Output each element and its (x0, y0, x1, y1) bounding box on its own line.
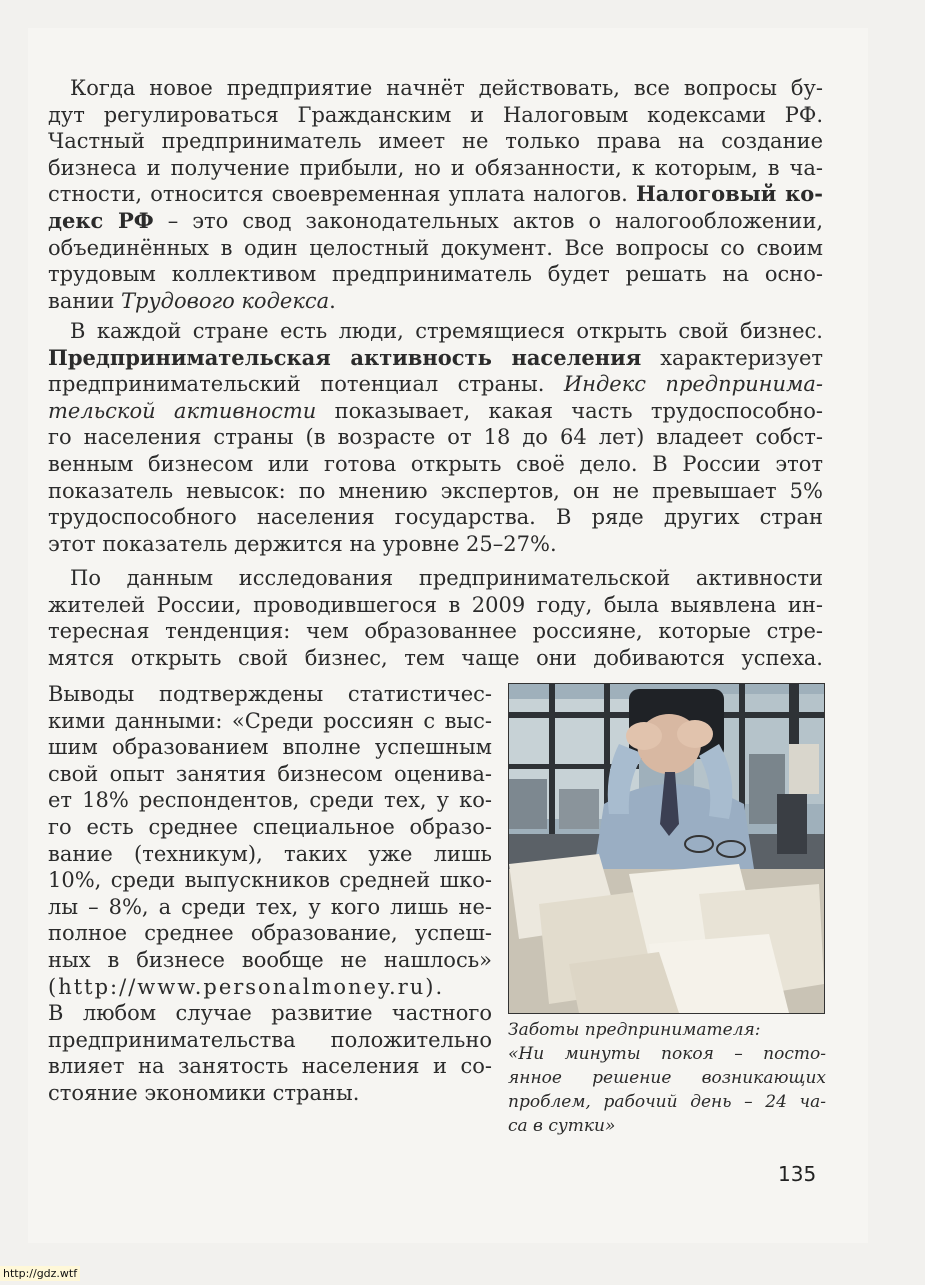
photo-stressed-businessman (508, 683, 825, 1014)
text-line: В любом случае развитие частного (48, 1001, 492, 1026)
text-line: полное среднее образование, успеш- (48, 921, 492, 946)
text-line: В каждой стране есть люди, стремящиеся открыть свой бизнес. (70, 319, 823, 343)
term-tax-code-cont: декс РФ (48, 207, 154, 233)
caption-line: Заботы предпринимателя: (508, 1020, 761, 1040)
term-activity-index: Индекс предпринима- (563, 372, 823, 397)
text-line: влияет на занятость населения и со- (48, 1054, 492, 1079)
text-line: мятся открыть свой бизнес, тем чаще они добиваются успеха. (48, 645, 823, 670)
text-line: го населения страны (в возрасте от 18 до 64 лет) владеет собст- (48, 425, 823, 450)
paragraph-3 (48, 565, 823, 671)
text-line: лы – 8%, а среди тех, у кого лишь не- (48, 894, 492, 919)
paragraph-2 (48, 318, 823, 557)
caption-line: проблем, рабочий день – 24 ча- (508, 1092, 826, 1112)
text-line: Выводы подтверждены статистичес- (48, 682, 492, 706)
term-labor-code: Трудового кодекса (121, 288, 330, 313)
term-tax-code: Налоговый ко- (635, 181, 823, 207)
term-entrepreneurial-activity: Предпринимательская активность населения (48, 344, 642, 370)
text-run: вании (48, 288, 122, 313)
term-activity-index-cont: тельской активности (48, 398, 317, 423)
text-line: Когда новое предприятие начнёт действовать, все вопросы бу- (70, 76, 823, 100)
text-line: венным бизнесом или готова открыть своё дело. В России этот (48, 451, 823, 476)
text-line: 10%, среди выпускников средней шко- (48, 868, 492, 893)
text-line: показатель невысок: по мнению экспертов, он не превышает 5% (48, 478, 823, 503)
text-run: предпринимательский потенциал страны. (48, 372, 564, 397)
text-line (48, 208, 823, 235)
text-run: . (329, 288, 336, 313)
text-line (48, 181, 823, 208)
photo-caption (508, 1018, 826, 1138)
caption-line: янное решение возникающих (508, 1068, 826, 1088)
text-run: характеризует (641, 345, 824, 370)
text-line: дут регулироваться Гражданским и Налоговым кодексами РФ. (48, 102, 823, 127)
text-line: кими данными: «Среди россиян с выс- (48, 708, 492, 733)
text-line: По данным исследования предпринимательской активности (70, 566, 823, 590)
text-line: свой опыт занятия бизнесом оценива- (48, 761, 492, 786)
text-line: тересная тенденция: чем образованнее россияне, которые стре- (48, 619, 823, 644)
text-run: показывает, какая часть трудоспособно- (316, 398, 823, 423)
text-line: вание (техникум), таких уже лишь (48, 841, 492, 866)
text-line: Частный предприниматель имеет не только права на создание (48, 129, 823, 154)
text-line: бизнеса и получение прибыли, но и обязанности, к которым, в ча- (48, 155, 823, 180)
text-line: предпринимательства положительно (48, 1027, 492, 1052)
text-line: трудовым коллективом предприниматель будет решать на осно- (48, 262, 823, 287)
text-line: объединённых в один целостный документ. Все вопросы со своим (48, 235, 823, 260)
text-line (48, 345, 823, 372)
text-line (48, 288, 823, 315)
text-line (48, 371, 823, 398)
text-line: трудоспособного населения государства. В ряде других стран (48, 505, 823, 530)
text-line: го есть среднее специальное образо- (48, 814, 492, 839)
text-run: – это свод законодательных актов о налогообложении, (153, 208, 823, 233)
text-line (48, 398, 823, 425)
page-number: 135 (778, 1162, 817, 1186)
text-line: жителей России, проводившегося в 2009 году, была выявлена ин- (48, 592, 823, 617)
text-line: ет 18% респондентов, среди тех, у ко- (48, 788, 492, 813)
caption-line: са в сутки» (508, 1116, 616, 1136)
url-line: (http://www.personalmoney.ru). (48, 974, 445, 999)
caption-line: «Ни минуты покоя – посто- (508, 1044, 826, 1064)
text-line: этот показатель держится на уровне 25–27%. (48, 531, 557, 556)
paragraph-1 (48, 75, 823, 314)
watermark-link[interactable]: http://gdz.wtf (0, 1266, 80, 1281)
text-line: стояние экономики страны. (48, 1080, 360, 1105)
text-line: ных в бизнесе вообще не нашлось» (48, 947, 492, 972)
photo-illustration (509, 684, 824, 1013)
text-line: шим образованием вполне успешным (48, 735, 492, 760)
text-run: стности, относится своевременная уплата налогов. (48, 182, 628, 207)
paragraph-3-column (48, 681, 492, 1107)
